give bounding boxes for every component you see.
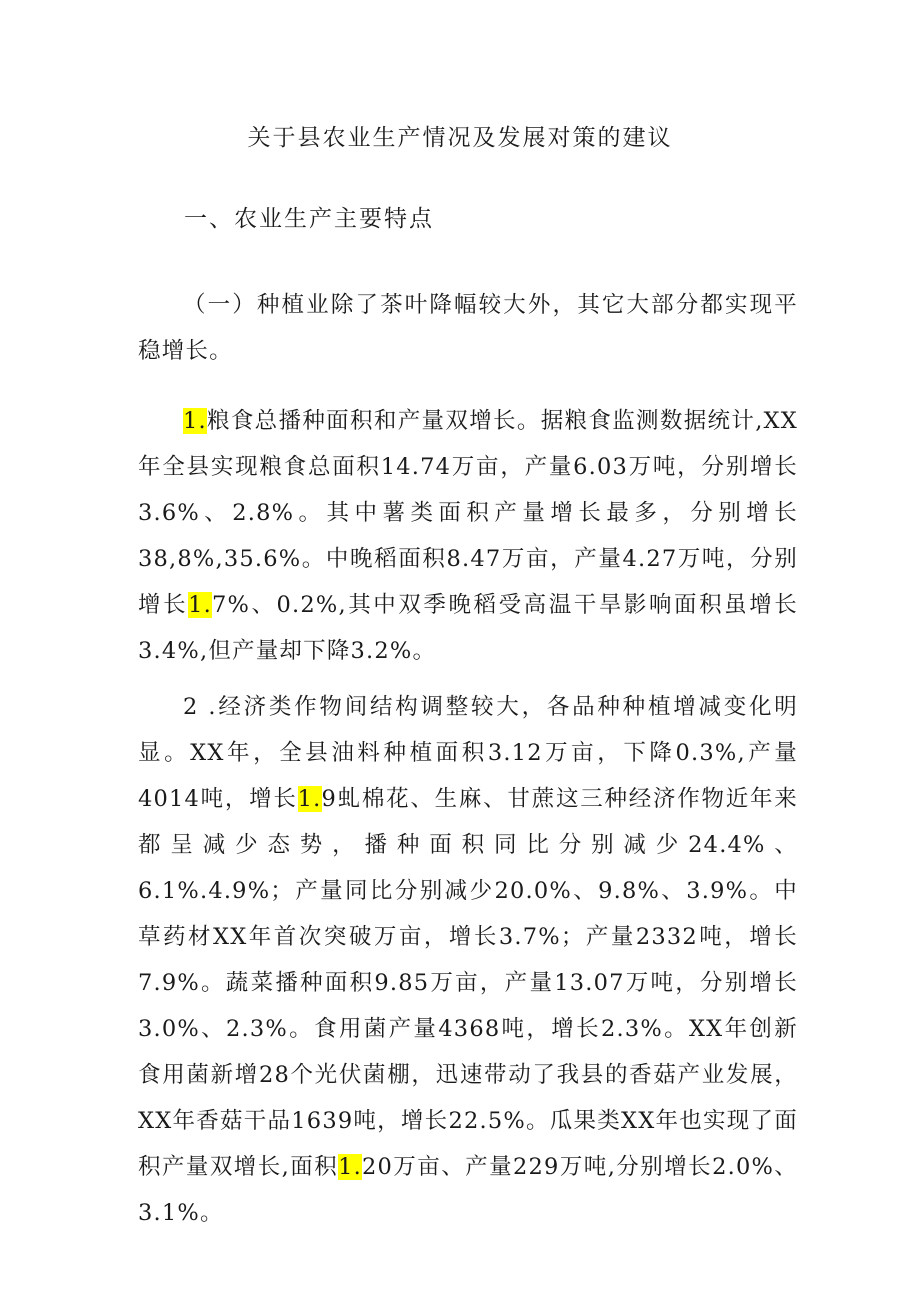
highlighted-number: 1.	[183, 408, 207, 434]
paragraph-text: 7%、0.2%,其中双季晚稻受高温干旱影响面积虽增长3.4%,但产量却下降3.2%。	[138, 592, 798, 664]
paragraph-text: 2 .经济类作物间结构调整较大，各品种种植增减变化明显。XX年，全县油料种植面积3.12万亩，下降0.3%,产量4014吨，增长	[138, 694, 798, 812]
grain-paragraph	[138, 398, 798, 674]
section-heading: 一、农业生产主要特点	[184, 206, 434, 232]
cash-crops-paragraph	[138, 684, 798, 1236]
document-title: 关于县农业生产情况及发展对策的建议	[247, 125, 673, 151]
subsection-paragraph	[138, 282, 798, 374]
subsection-text: （一）种植业除了茶叶降幅较大外，其它大部分都实现平稳增长。	[138, 292, 798, 364]
paragraph-text: 9虬棉花、生麻、甘蔗这三种经济作物近年来都呈减少态势，播种面积同比分别减少24.4%、6.1%.4.9%；产量同比分别减少20.0%、9.8%、3.9%。中草药材XX年首次突破万亩，增长3.7%；产量2332吨，增长7.9%。蔬菜播种面积9.85万亩，产量13.07万吨，分别增长3.0%、2.3%。食用菌产量4368吨，增长2.3%。XX年创新食用菌新增28个光伏菌棚，迅速带动了我县的香菇产业发展，XX年香菇干品1639吨，增长22.5%。瓜果类XX年也实现了面积产量双增长,面积	[138, 786, 798, 1180]
highlighted-number: 1.	[188, 592, 213, 618]
highlighted-number: 1.	[338, 1154, 363, 1180]
highlighted-number: 1.	[297, 786, 322, 812]
paragraph-text: 粮食总播种面积和产量双增长。据粮食监测数据统计,XX年全县实现粮食总面积14.74万亩，产量6.03万吨，分别增长3.6%、2.8%。其中薯类面积产量增长最多，分别增长38,8%,35.6%。中晚稻面积8.47万亩，产量4.27万吨，分别增长	[138, 408, 798, 618]
paragraph-text: 20万亩、产量229万吨,分别增长2.0%、3.1%。	[138, 1154, 798, 1226]
